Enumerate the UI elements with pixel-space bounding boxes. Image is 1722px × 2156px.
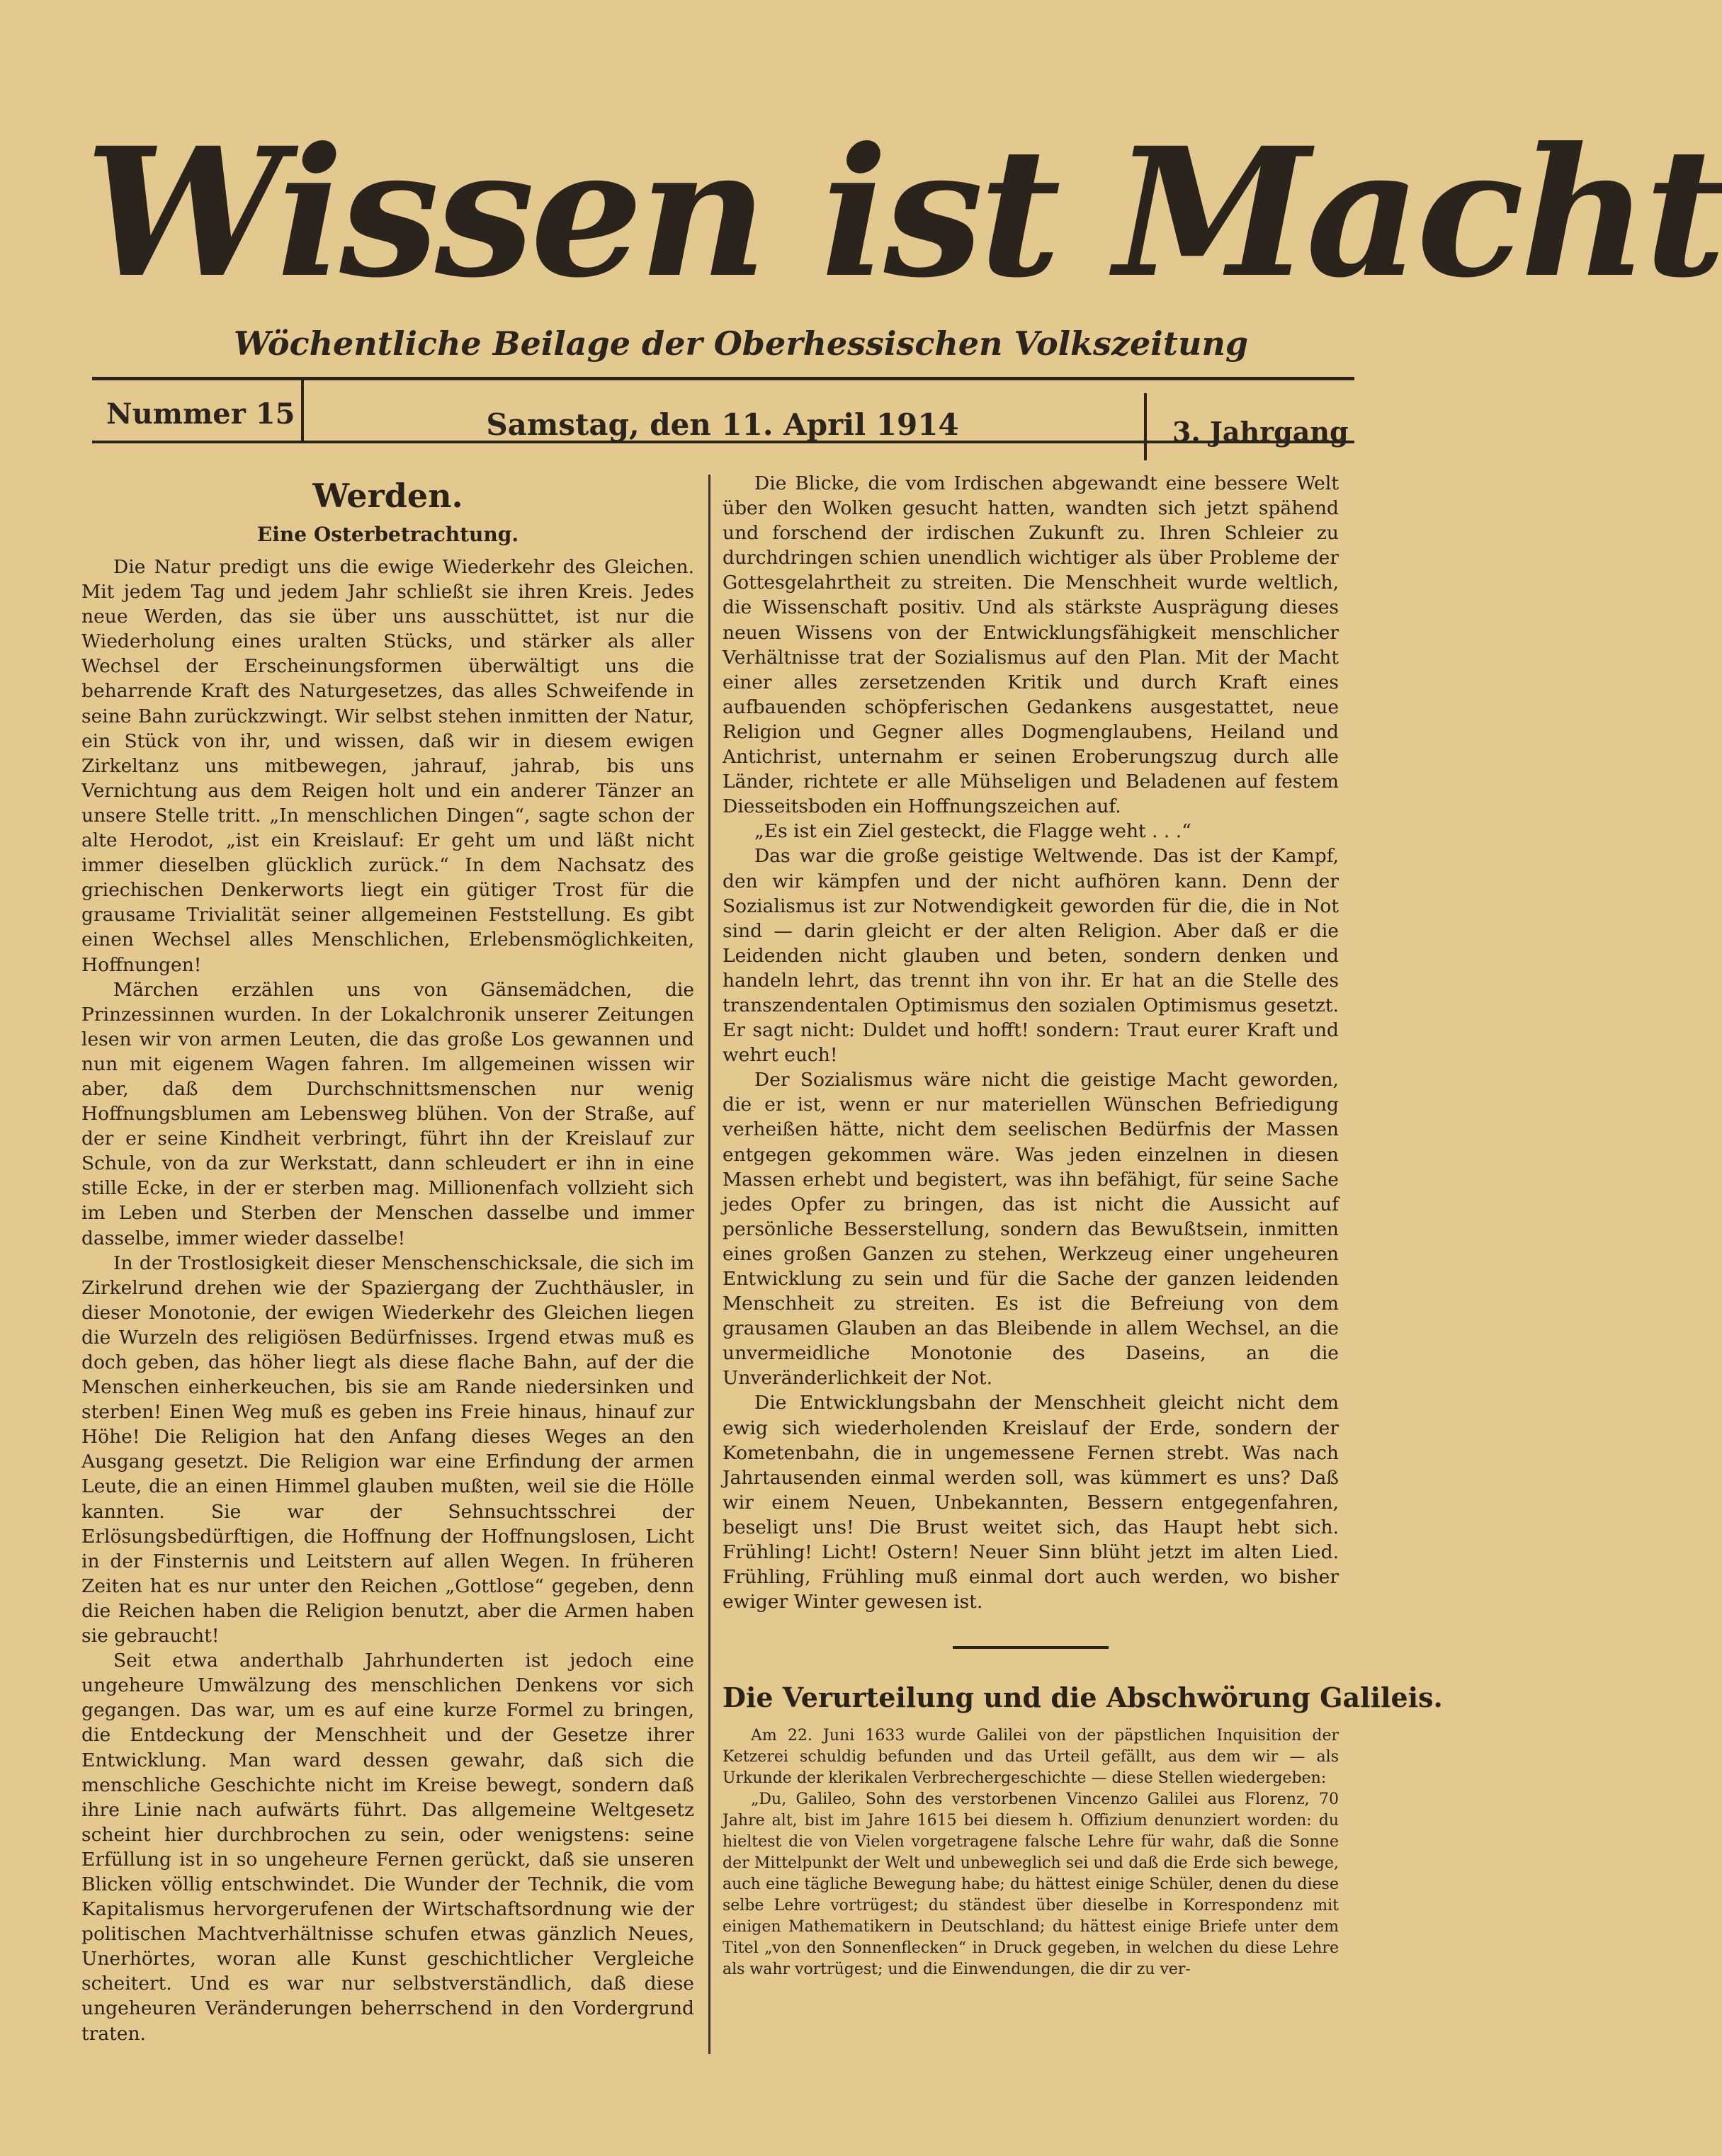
issue-number: Nummer 15	[106, 397, 295, 431]
article-paragraph: „Es ist ein Ziel gesteckt, die Flagge weht . . .“	[754, 820, 1191, 843]
article-body-right	[723, 471, 1339, 1614]
second-article	[723, 1677, 1443, 1980]
article-separator	[953, 1646, 1109, 1649]
issue-volume: 3. Jahrgang	[1172, 416, 1349, 448]
masthead-subtitle: Wöchentliche Beilage der Oberhessischen Volkszeitung	[234, 324, 1249, 363]
second-article-paragraph: „Du, Galileo, Sohn des verstorbenen Vincenzo Galilei aus Florenz, 70 Jahre alt, bist im Jahre 1615 bei diesem h. Offizium denunziert worden: du hieltest die von Vielen vorgetragene falsche Lehre für wahr, daß die Sonne der Mittelpunkt der Welt und unbeweglich sei und daß die Erde sich bewege, auch eine tägliche Bewegung habe; du hättest einige Schüler, denen du diese selbe Lehre vortrügest; du ständest über dieselbe in Korrespondenz mit einigen Mathematikern in Deutschland; du hättest einige Briefe unter dem Titel „von den Sonnenflecken“ in Druck gegeben, in welchen du diese Lehre als wahr vortrügest; und die Einwendungen, die dir zu ver-	[723, 1791, 1339, 1979]
article-paragraph: Die Blicke, die vom Irdischen abgewandt eine bessere Welt über den Wolken gesucht hatten, wandten sich jetzt spähend und forschend der irdischen Zukunft zu. Ihren Schleier zu durchdringen schien unendlich wichtiger als über Probleme der Gottesgelahrtheit zu streiten. Die Menschheit wurde weltlich, die Wissenschaft positiv. Und als stärkste Ausprägung dieses neuen Wissens von der Entwicklungsfähigkeit menschlicher Verhältnisse trat der Sozialismus auf den Plan. Mit der Macht einer alles zersetzenden Kritik und durch Kraft eines aufbauenden schöpferischen Gedankens ausgestattet, neue Religion und Gegner alles Dogmenglaubens, Heiland und Antichrist, unternahm er seinen Eroberungszug durch alle Länder, richtete er alle Mühseligen und Beladenen auf festem Diesseitsboden ein Hoffnungszeichen auf.	[723, 472, 1339, 818]
article-body-left	[81, 555, 694, 2046]
column-divider	[708, 475, 710, 2054]
article-paragraph: Die Entwicklungsbahn der Menschheit gleicht nicht dem ewig sich wiederholenden Kreislauf der Erde, sondern der Kometenbahn, die in ungemessene Fernen strebt. Was nach Jahrtausenden einmal werden soll, was kümmert es uns? Daß wir einem Neuen, Unbekannten, Bessern entgegenfahren, beseligt uns! Die Brust weitet sich, das Haupt hebt sich. Frühling! Licht! Ostern! Neuer Sinn blüht jetzt im alten Lied. Frühling, Frühling muß einmal dort auch werden, wo bisher ewiger Winter gewesen ist.	[723, 1392, 1339, 1613]
article-paragraph: Märchen erzählen uns von Gänsemädchen, die Prinzessinnen wurden. In der Lokalchronik unserer Zeitungen lesen wir von armen Leuten, die das große Los gewannen und nun mit eigenem Wagen fahren. Im allgemeinen wissen wir aber, daß dem Durchschnittsmenschen nur wenig Hoffnungsblumen am Lebensweg blühen. Von der Straße, auf der er seine Kindheit verbringt, führt ihn der Kreislauf zur Schule, von da zur Werkstatt, dann schleudert er ihn in eine stille Ecke, in der er sterben mag. Millionenfach vollzieht sich im Leben und Sterben der Menschen dasselbe und immer dasselbe, immer wieder dasselbe!	[81, 978, 694, 1249]
article-paragraph: In der Trostlosigkeit dieser Menschenschicksale, die sich im Zirkelrund drehen wie der Spaziergang der Zuchthäusler, in dieser Monotonie, der ewigen Wiederkehr des Gleichen liegen die Wurzeln des religiösen Bedürfnisses. Irgend etwas muß es doch geben, das höher liegt als diese flache Bahn, auf der die Menschen einherkeuchen, bis sie am Rande niedersinken und sterben! Einen Weg muß es geben ins Freie hinaus, hinauf zur Höhe! Die Religion hat den Anfang dieses Weges an den Ausgang gesetzt. Die Religion war eine Erfindung der armen Leute, die an einen Himmel glauben mußten, weil sie die Hölle kannten. Sie war der Sehnsuchtsschrei der Erlösungsbedürftigen, die Hoffnung der Hoffnungslosen, Licht in der Finsternis und Leitstern auf allen Wegen. In früheren Zeiten hat es nur unter den Reichen „Gottlose“ gegeben, denn die Reichen haben die Religion benutzt, aber die Armen haben sie gebraucht!	[81, 1252, 694, 1647]
article-subtitle: Eine Osterbetrachtung.	[256, 523, 519, 546]
second-article-paragraph: Am 22. Juni 1633 wurde Galilei von der päpstlichen Inquisition der Ketzerei schuldig befunden und das Urteil gefällt, aus dem wir — als Urkunde der klerikalen Verbrechergeschichte — diese Stellen wiedergeben:	[723, 1727, 1339, 1788]
right-column	[723, 471, 1443, 1980]
masthead-title: Wissen ist Macht	[85, 108, 1722, 317]
left-column	[81, 471, 694, 2046]
article-paragraph: Der Sozialismus wäre nicht die geistige Macht geworden, die er ist, wenn er nur materiellen Wünschen Befriedigung verheißen hätte, nicht dem seelischen Bedürfnis der Massen entgegen gekommen wäre. Was jeden einzelnen in diesen Massen erhebt und begistert, was ihn befähigt, für seine Sache jedes Opfer zu bringen, das ist nicht die Aussicht auf persönliche Besserstellung, sondern das Bewußtsein, inmitten eines großen Ganzen zu stehen, Werkzeug einer ungeheuren Entwicklung zu sein und für die Sache der ganzen leidenden Menschheit zu streiten. Es ist die Befreiung von dem grausamen Glauben an das Bleibende in allem Wechsel, an die unvermeidliche Monotonie des Daseins, an die Unveränderlichkeit der Not.	[723, 1069, 1339, 1390]
article-title: Werden.	[312, 477, 463, 515]
article-paragraph: Das war die große geistige Weltwende. Das ist der Kampf, den wir kämpfen und der nicht aufhören kann. Denn der Sozialismus ist zur Notwendigkeit geworden für die, die in Not sind — darin gleicht er der alten Religion. Aber daß er die Leidenden nicht glauben und beten, sondern denken und handeln lehrt, das trennt ihn von ihr. Er hat an die Stelle des transzendentalen Optimismus den sozialen Optimismus gesetzt. Er sagt nicht: Duldet und hofft! sondern: Traut eurer Kraft und wehrt euch!	[723, 845, 1339, 1067]
article-paragraph: Seit etwa anderthalb Jahrhunderten ist jedoch eine ungeheure Umwälzung des menschlichen Denkens vor sich gegangen. Das war, um es auf eine kurze Formel zu bringen, die Entdeckung der Menschheit und der Gesetze ihrer Entwicklung. Man ward dessen gewahr, daß sich die menschliche Geschichte nicht im Kreise bewegt, sondern daß ihre Linie nach aufwärts führt. Das allgemeine Weltgesetz scheint hier durchbrochen zu sein, oder wenigstens: seine Erfüllung ist in so ungeheure Fernen gerückt, daß sie unseren Blicken völlig entschwindet. Die Wunder der Technik, die vom Kapitalismus hervorgerufenen der Wirtschaftsordnung wie der politischen Machtverhältnisse schufen etwas gänzlich Neues, Unerhörtes, woran alle Kunst geschichtlicher Vergleiche scheitert. Und es war nur selbstverständlich, daß diese ungeheuren Veränderungen beherrschend in den Vordergrund traten.	[81, 1650, 694, 2045]
issue-date: Samstag, den 11. April 1914	[486, 407, 959, 442]
header-divider-right	[1144, 393, 1147, 460]
article-paragraph: Die Natur predigt uns die ewige Wiederkehr des Gleichen. Mit jedem Tag und jedem Jahr schließt sie ihren Kreis. Jedes neue Werden, das sie über uns ausschüttet, ist nur die Wiederholung eines uralten Stücks, und stärker als aller Wechsel der Erscheinungsformen überwältigt uns die beharrende Kraft des Naturgesetzes, das alles Schweifende in seine Bahn zurückzwingt. Wir selbst stehen inmitten der Natur, ein Stück von ihr, und wissen, daß wir in diesem ewigen Zirkeltanz uns mitbewegen, jahrauf, jahrab, bis uns Vernichtung aus dem Reigen holt und ein anderer Tänzer an unsere Stelle tritt. „In menschlichen Dingen“, sagte schon der alte Herodot, „ist ein Kreislauf: Er geht um und läßt nicht immer dieselben glücklich zurück.“ In dem Nachsatz des griechischen Denkerworts liegt ein gütiger Trost für die grausame Trivialität seiner allgemeinen Feststellung. Es gibt einen Wechsel alles Menschlichen, Erlebensmöglichkeiten, Hoffnungen!	[81, 556, 694, 976]
header-divider-left	[301, 380, 304, 443]
second-article-title: Die Verurteilung und die Abschwörung Galileis.	[723, 1681, 1443, 1714]
header-rule-top	[92, 377, 1354, 380]
